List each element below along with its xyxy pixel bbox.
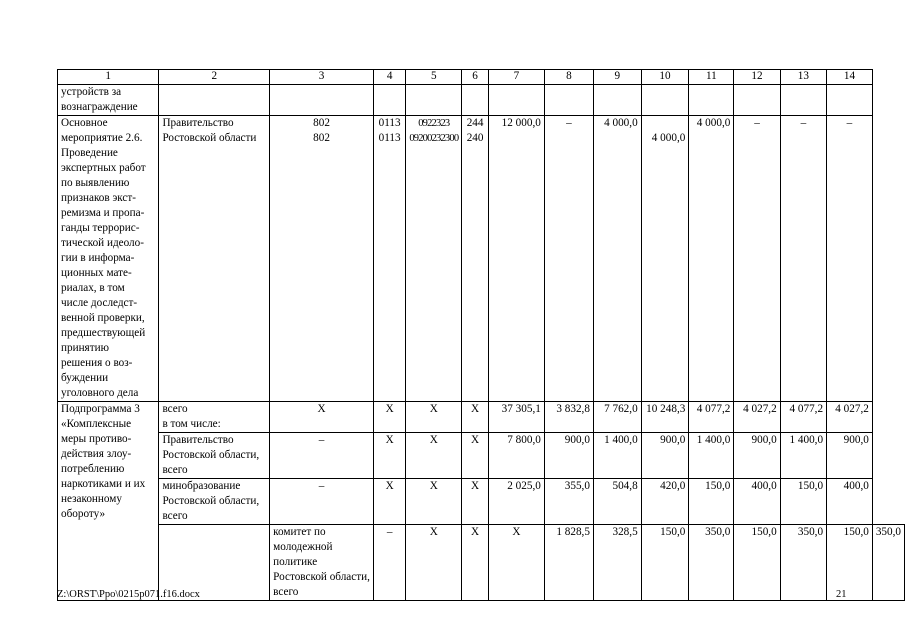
header-cell: 13 [780, 70, 826, 85]
header-cell: 8 [544, 70, 593, 85]
text-line: гии в информа- [61, 252, 135, 264]
text-line: всего [162, 403, 188, 415]
text-line: действия злоу- [61, 448, 132, 460]
budget-table [57, 69, 905, 601]
text-line: Подпрограмма 3 [61, 403, 140, 415]
text-line: 802 [313, 132, 330, 144]
code-cell: X [373, 479, 405, 525]
value-cell: 4 027,2 [734, 402, 780, 433]
header-row [58, 70, 905, 85]
text-line: Правительство [162, 434, 234, 446]
code-cell: X [270, 402, 374, 433]
empty-cell [373, 85, 405, 116]
subprogram-name-cell [58, 402, 159, 601]
text-line: риалах, в том [61, 282, 125, 294]
text-line: меры противо- [61, 433, 132, 445]
value-cell: 37 305,1 [488, 402, 544, 433]
text-line: 240 [466, 132, 484, 144]
value-cell: 1 400,0 [780, 433, 826, 479]
value-cell: 1 400,0 [593, 433, 641, 479]
text-line: мероприятие 2.6. [61, 132, 143, 144]
value-cell: 400,0 [734, 479, 780, 525]
empty-cell [462, 85, 489, 116]
executor-cell [159, 433, 270, 479]
header-cell: 10 [641, 70, 689, 85]
code-cell: X [406, 525, 462, 601]
value-cell: 150,0 [827, 525, 873, 601]
value-cell: 4 077,2 [689, 402, 734, 433]
value-cell: 150,0 [641, 525, 689, 601]
text-line: незаконному [61, 493, 122, 505]
text-line: Основное [61, 117, 108, 129]
text-line: обороту» [61, 508, 106, 520]
value-cell: 1 828,5 [544, 525, 593, 601]
text-line: ремизма и пропа- [61, 207, 145, 219]
header-cell: 6 [462, 70, 489, 85]
text-line: Ростовской области, [273, 571, 370, 583]
value-cell: 900,0 [827, 433, 873, 479]
value-cell: 900,0 [641, 433, 689, 479]
text-line: всего [162, 510, 188, 522]
text-line: Правительство [162, 117, 234, 129]
empty-cell [827, 85, 873, 116]
header-cell: 5 [406, 70, 462, 85]
text-line: Ростовской области, [162, 449, 260, 461]
value-cell: 4 000,0 [689, 116, 734, 402]
text-line: ционных мате- [61, 267, 132, 279]
code-cell: – [270, 479, 374, 525]
empty-cell [159, 85, 270, 116]
code-cell: X [462, 433, 489, 479]
code-cell: X [462, 479, 489, 525]
text-line: принятию [61, 342, 109, 354]
table-row [58, 433, 905, 479]
header-cell: 4 [373, 70, 405, 85]
code-cell: X [406, 402, 462, 433]
file-path-footer: Z:\ORST\Ppo\0215p071.f16.docx [57, 589, 200, 600]
header-cell: 2 [159, 70, 270, 85]
code-cell: X [406, 479, 462, 525]
value-cell: – [780, 116, 826, 402]
table-row [58, 116, 905, 402]
text-line: числе доследст- [61, 297, 138, 309]
code-cell [270, 116, 374, 402]
text-line: 0922323 [418, 118, 450, 129]
value-cell: 328,5 [593, 525, 641, 601]
code-cell [462, 116, 489, 402]
text-line [61, 85, 155, 100]
code-cell: X [406, 433, 462, 479]
value-cell: 2 025,0 [488, 479, 544, 525]
empty-cell [780, 85, 826, 116]
text-line: по выявлению [61, 177, 130, 189]
empty-cell [544, 85, 593, 116]
table-row [58, 479, 905, 525]
text-line: Ростовской области [162, 132, 257, 144]
code-cell [373, 116, 405, 402]
page-number: 21 [836, 589, 847, 600]
empty-cell [593, 85, 641, 116]
text-line: венной проверки, [61, 312, 145, 324]
text-line: 244 [466, 117, 484, 129]
text-line: 4 000,0 [651, 132, 686, 144]
value-cell [641, 116, 689, 402]
code-cell: – [270, 433, 374, 479]
value-cell: – [734, 116, 780, 402]
code-cell: X [462, 525, 489, 601]
value-cell: 3 832,8 [544, 402, 593, 433]
text-line: предшествующей [61, 327, 146, 339]
header-cell: 14 [827, 70, 873, 85]
table-row [58, 85, 905, 116]
text-line: «Комплексные [61, 418, 132, 430]
header-cell: 12 [734, 70, 780, 85]
text-line: 09200232300 [409, 133, 459, 144]
text-line: политике [273, 556, 318, 568]
text-line: 0113 [378, 132, 401, 144]
empty-cell [406, 85, 462, 116]
value-cell: – [544, 116, 593, 402]
text-line: вознаграждение [61, 101, 138, 113]
executor-cell [270, 525, 374, 601]
table-row [58, 402, 905, 433]
text-line: минобразование [162, 480, 241, 492]
header-cell: 11 [689, 70, 734, 85]
value-cell: 4 027,2 [827, 402, 873, 433]
value-cell: 900,0 [544, 433, 593, 479]
text-line: уголовного дела [61, 387, 139, 399]
empty-cell [641, 85, 689, 116]
value-cell: 355,0 [544, 479, 593, 525]
text-line: экспертных работ [61, 162, 146, 174]
text-line: потреблению [61, 463, 125, 475]
measure-name-cell [58, 116, 159, 402]
text-line: решения о воз- [61, 357, 133, 369]
value-cell: 504,8 [593, 479, 641, 525]
text-line: Проведение [61, 147, 118, 159]
header-cell: 7 [488, 70, 544, 85]
value-cell: 7 800,0 [488, 433, 544, 479]
code-cell: X [462, 402, 489, 433]
executor-cell [159, 116, 270, 402]
header-cell: 1 [58, 70, 159, 85]
code-cell: X [373, 402, 405, 433]
code-cell [406, 116, 462, 402]
value-cell: 150,0 [780, 479, 826, 525]
value-cell: 1 400,0 [689, 433, 734, 479]
text-line: Ростовской области, [162, 495, 260, 507]
text-line: ганды террорис- [61, 222, 140, 234]
value-cell: 4 077,2 [780, 402, 826, 433]
header-cell: 9 [593, 70, 641, 85]
value-cell: 150,0 [734, 525, 780, 601]
text-line: комитет по [273, 526, 326, 538]
empty-cell [689, 85, 734, 116]
measure-name-cell [58, 85, 159, 116]
text-line: признаков экст- [61, 192, 137, 204]
value-cell: 350,0 [689, 525, 734, 601]
value-cell: 10 248,3 [641, 402, 689, 433]
executor-cell [159, 479, 270, 525]
value-cell: 350,0 [780, 525, 826, 601]
code-cell: X [488, 525, 544, 601]
empty-cell [488, 85, 544, 116]
text-line: 802 [313, 117, 330, 129]
value-cell: 350,0 [872, 525, 904, 601]
text-line: устройств за [61, 86, 122, 98]
text-line: буждении [61, 372, 109, 384]
text-line: наркотиками и их [61, 478, 146, 490]
value-cell: 400,0 [827, 479, 873, 525]
text-line [645, 116, 686, 131]
text-line: молодежной [273, 541, 333, 553]
text-line: тической идеоло- [61, 237, 144, 249]
text-line: в том числе: [162, 418, 221, 430]
value-cell: 900,0 [734, 433, 780, 479]
text-line: всего [273, 586, 299, 598]
text-line: всего [162, 464, 188, 476]
value-cell: 7 762,0 [593, 402, 641, 433]
value-cell: 150,0 [689, 479, 734, 525]
empty-cell [270, 85, 374, 116]
code-cell: – [373, 525, 405, 601]
code-cell: X [373, 433, 405, 479]
value-cell: 4 000,0 [593, 116, 641, 402]
executor-cell [159, 402, 270, 433]
value-cell: – [827, 116, 873, 402]
value-cell: 12 000,0 [488, 116, 544, 402]
empty-cell [734, 85, 780, 116]
text-line: 0113 [378, 117, 401, 129]
value-cell: 420,0 [641, 479, 689, 525]
header-cell: 3 [270, 70, 374, 85]
